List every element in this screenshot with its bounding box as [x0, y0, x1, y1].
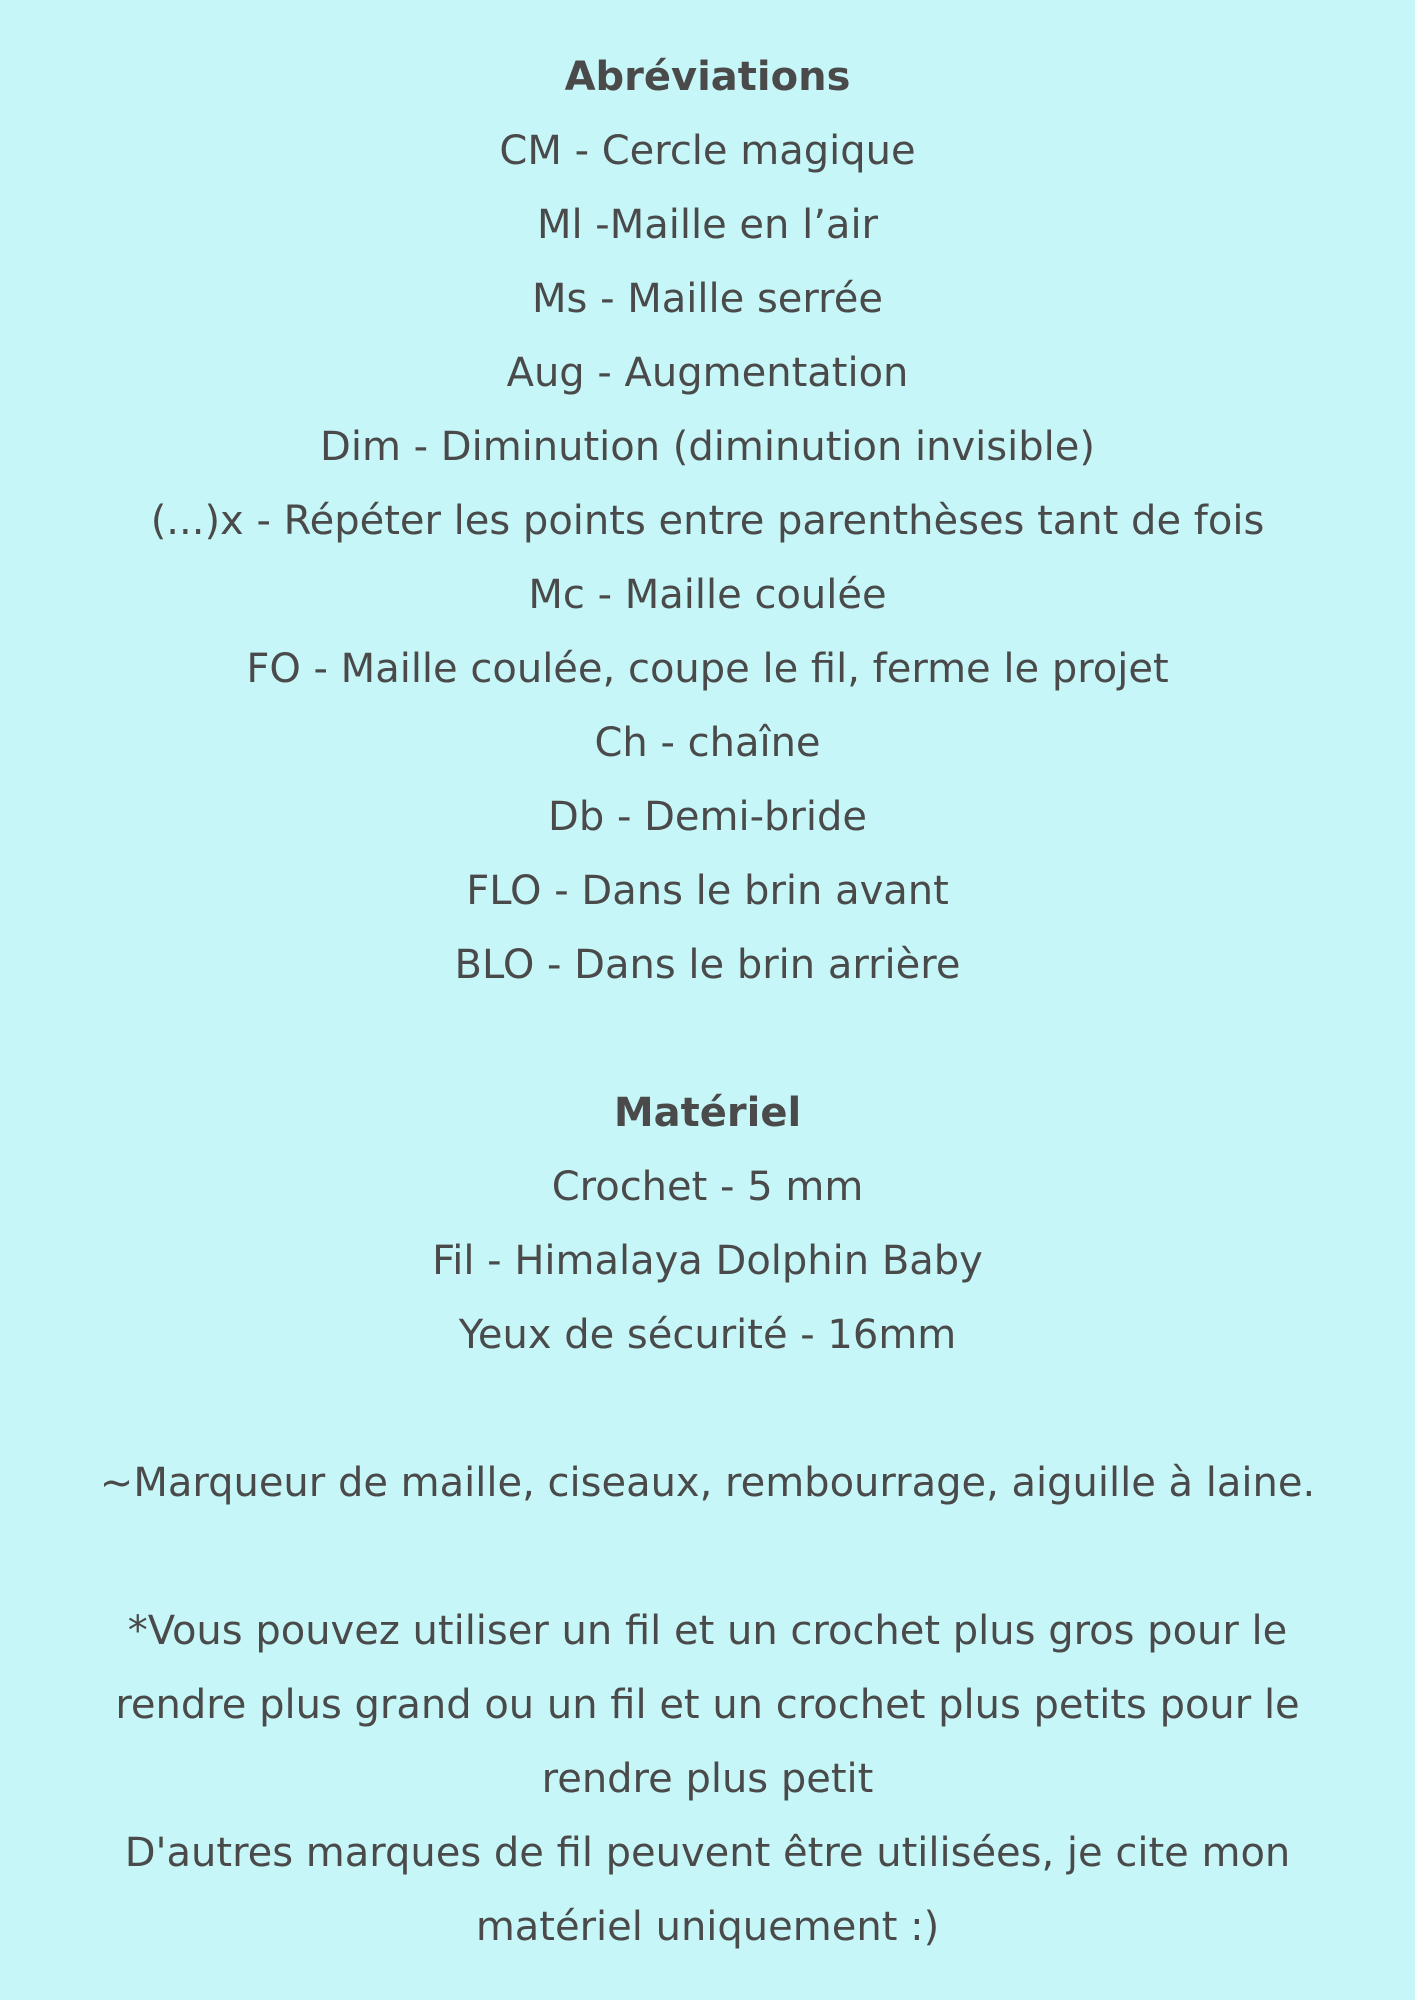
brand-note: D'autres marques de fil peuvent être utilisées, je cite mon matériel uniquement :): [124, 1830, 1291, 1950]
abbreviations-section: [0, 40, 1415, 1002]
section-spacer: [0, 1372, 1415, 1446]
abbreviation-item: FLO - Dans le brin avant: [466, 868, 949, 914]
abbreviation-item: Mc - Maille coulée: [528, 572, 887, 618]
abbreviation-item: Dim - Diminution (diminution invisible): [320, 424, 1095, 470]
section-spacer: [0, 1520, 1415, 1594]
materials-title: Matériel: [613, 1090, 802, 1136]
abbreviation-item: Aug - Augmentation: [506, 350, 909, 396]
material-item: Yeux de sécurité - 16mm: [458, 1312, 957, 1358]
abbreviation-item: Db - Demi-bride: [548, 794, 867, 840]
abbreviation-item: Ms - Maille serrée: [532, 276, 883, 322]
abbreviation-item: Ch - chaîne: [594, 720, 821, 766]
abbreviation-item: BLO - Dans le brin arrière: [454, 942, 961, 988]
abbreviation-item: FO - Maille coulée, coupe le fil, ferme le projet: [246, 646, 1169, 692]
size-note: *Vous pouvez utiliser un fil et un crochet plus gros pour le rendre plus grand ou un fil et un crochet plus petits pour le rendre plus petit: [115, 1608, 1300, 1802]
material-item: Crochet - 5 mm: [551, 1164, 864, 1210]
material-item: Fil - Himalaya Dolphin Baby: [432, 1238, 983, 1284]
materials-extras: ~Marqueur de maille, ciseaux, rembourrage, aiguille à laine.: [99, 1460, 1316, 1506]
abbreviations-title: Abréviations: [564, 54, 851, 100]
abbreviation-item: Ml -Maille en l’air: [536, 202, 879, 248]
materials-section: [0, 1076, 1415, 1372]
abbreviation-item: (...)x - Répéter les points entre parenthèses tant de fois: [150, 498, 1265, 544]
section-spacer: [0, 1002, 1415, 1076]
abbreviation-item: CM - Cercle magique: [499, 128, 916, 174]
